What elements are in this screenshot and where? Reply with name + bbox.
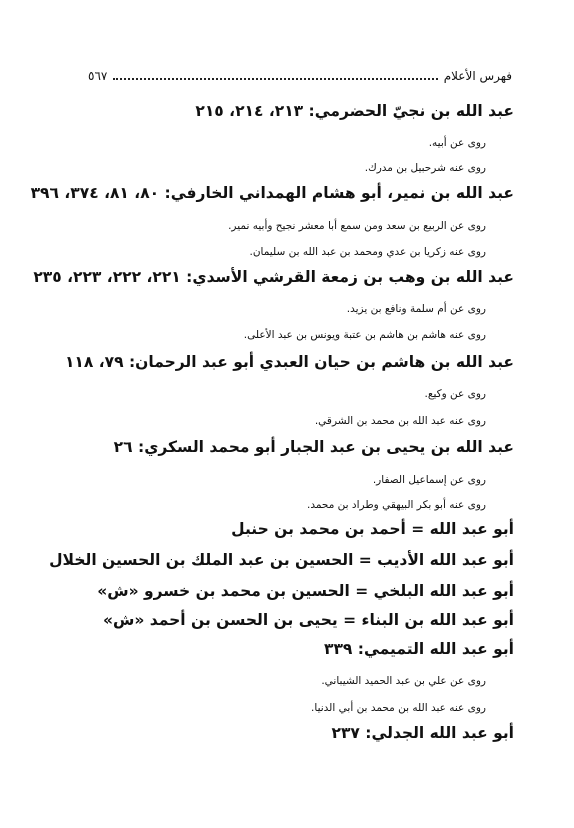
cross-reference: أبو عبد الله بن البناء = يحيى بن الحسن بن أحمد «ش» [102,611,514,629]
cross-reference: أبو عبد الله الأديب = الحسين بن عبد الملك بن الحسين الخلال [49,551,514,569]
cross-reference: أبو عبد الله = أحمد بن محمد بن حنبل [231,520,514,538]
entry-heading: عبد الله بن وهب بن زمعة القرشي الأسدي: ٢٢١، ٢٢٢، ٢٢٣، ٢٣٥ [33,268,514,286]
cross-reference: أبو عبد الله البلخي = الحسين بن محمد بن خسرو «ش» [97,582,514,600]
entry-narrated-from: روى عن وكيع. [424,388,486,400]
entry-narrated-from: روى عن إسماعيل الصفار. [372,474,486,486]
entry-narrated-from: روى عن أم سلمة ونافع بن يزيد. [346,303,486,315]
entry-narrated-from: روى عن أبيه. [428,137,486,149]
entry-heading: عبد الله بن يحيى بن عبد الجبار أبو محمد السكري: ٢٦ [113,438,514,456]
entry-heading: عبد الله بن نجيّ الحضرمي: ٢١٣، ٢١٤، ٢١٥ [195,102,514,120]
entry-heading: أبو عبد الله التميمي: ٣٣٩ [323,640,514,658]
entry-narrated-from: روى عن علي بن عبد الحميد الشيباني. [321,675,486,687]
entry-narrated-by: روى عنه عبد الله بن محمد بن الشرقي. [314,415,486,427]
running-header [88,66,512,86]
page-number: ٥٦٧ [88,69,108,83]
entry-narrated-by: روى عنه زكريا بن عدي ومحمد بن عبد الله بن سليمان. [249,246,486,258]
entry-narrated-by: روى عنه عبد الله بن محمد بن أبي الدنيا. [311,702,486,714]
entry-narrated-by: روى عنه شرحبيل بن مدرك. [364,162,486,174]
header-title: فهرس الأعلام [443,69,512,83]
entry-heading: عبد الله بن نمير، أبو هشام الهمداني الخارفي: ٨٠، ٨١، ٣٧٤، ٣٩٦ [30,184,514,202]
entry-heading: عبد الله بن هاشم بن حيان العبدي أبو عبد الرحمان: ٧٩، ١١٨ [64,353,514,371]
entry-narrated-by: روى عنه هاشم بن هاشم بن عتبة ويونس بن عبد الأعلى. [243,329,486,341]
entry-narrated-from: روى عن الربيع بن سعد ومن سمع أبا معشر نجيح وأبيه نمير. [228,220,486,232]
entry-narrated-by: روى عنه أبو بكر البيهقي وطراد بن محمد. [307,499,486,511]
entry-heading: أبو عبد الله الجدلي: ٢٣٧ [331,724,514,742]
header-leader-dots [113,78,437,80]
